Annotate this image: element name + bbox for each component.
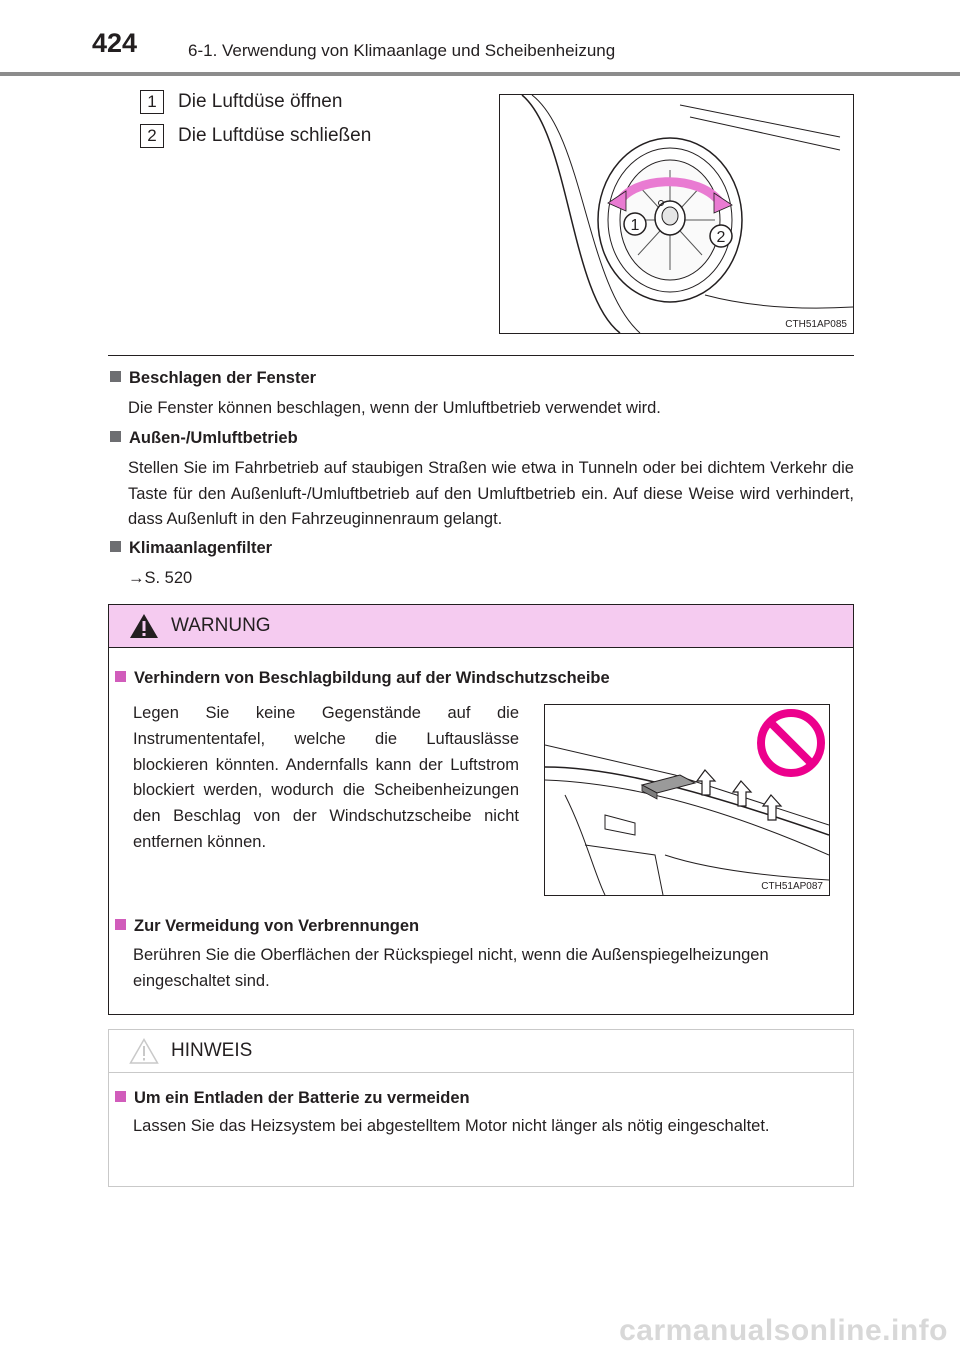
warning-item-body: Berühren Sie die Oberflächen der Rückspiegel nicht, wenn die Außenspiegelheizungen eingeschaltet sind. — [133, 946, 769, 990]
section-body: Die Fenster können beschlagen, wenn der Umluftbetrieb verwendet wird. — [128, 399, 661, 417]
note-item-heading: Um ein Entladen der Batterie zu vermeiden — [115, 1089, 470, 1108]
air-vent-drawing — [500, 95, 853, 333]
header-rule — [0, 72, 960, 76]
note-item-body: Lassen Sie das Heizsystem bei abgestelltem Motor nicht länger als nötig eingeschaltet. — [133, 1117, 770, 1135]
step-item — [140, 88, 342, 116]
note-box — [108, 1029, 854, 1187]
warning-triangle-icon — [129, 613, 159, 639]
warning-item-body: Legen Sie keine Gegenstände auf die Instrumententafel, welche die Luftauslässe blockieren könnten. Andernfalls kann der Luftstrom blockiert werden, wodurch die Scheibenheizungen den Beschlag von der Windschutzscheibe nicht entfernen können. — [133, 704, 519, 851]
step-item — [140, 122, 371, 150]
section-body: Stellen Sie im Fahrbetrieb auf staubigen Straßen wie etwa in Tunneln oder bei dichtem Verkehr die Taste für den Außenluft-/Umluftbetrieb auf den Umluftbetrieb ein. Auf diese Weise wird verhindert, dass Außenluft in den Fahrzeuginnenraum gelangt. — [128, 459, 854, 528]
step-text: Die Luftdüse schließen — [178, 125, 372, 146]
dashboard-illustration — [544, 704, 830, 896]
figure-code: CTH51AP085 — [785, 319, 847, 330]
note-title: HINWEIS — [171, 1040, 253, 1061]
air-vent-illustration — [499, 94, 854, 334]
warning-item-heading: Zur Vermeidung von Verbrennungen — [115, 917, 419, 936]
page-number: 424 — [92, 28, 138, 58]
chapter-title: 6-1. Verwendung von Klimaanlage und Scheibenheizung — [188, 41, 616, 60]
section-heading: Beschlagen der Fenster — [110, 369, 316, 388]
bullet-square-icon — [110, 371, 121, 382]
bullet-square-icon — [115, 1091, 126, 1102]
step-number-box: 1 — [140, 90, 164, 114]
section-divider — [108, 355, 854, 356]
section-heading: Klimaanlagenfilter — [110, 539, 272, 558]
section-heading: Außen-/Umluftbetrieb — [110, 429, 298, 448]
watermark: carmanualsonline.info — [619, 1314, 948, 1347]
step-text: Die Luftdüse öffnen — [178, 91, 343, 112]
bullet-square-icon — [115, 919, 126, 930]
warning-box — [108, 604, 854, 1015]
bullet-square-icon — [110, 541, 121, 552]
dashboard-drawing — [545, 705, 829, 895]
page-reference: →S. 520 — [128, 569, 193, 587]
warning-header — [109, 605, 853, 648]
warning-title: WARNUNG — [171, 615, 271, 636]
callout-1: 1 — [630, 217, 640, 234]
bullet-square-icon — [115, 671, 126, 682]
warning-item-heading: Verhindern von Beschlagbildung auf der Windschutzscheibe — [115, 669, 610, 688]
note-header — [109, 1030, 853, 1073]
step-number-box: 2 — [140, 124, 164, 148]
figure-code: CTH51AP087 — [761, 881, 823, 892]
bullet-square-icon — [110, 431, 121, 442]
callout-2: 2 — [716, 229, 726, 246]
caution-triangle-icon — [129, 1038, 159, 1064]
